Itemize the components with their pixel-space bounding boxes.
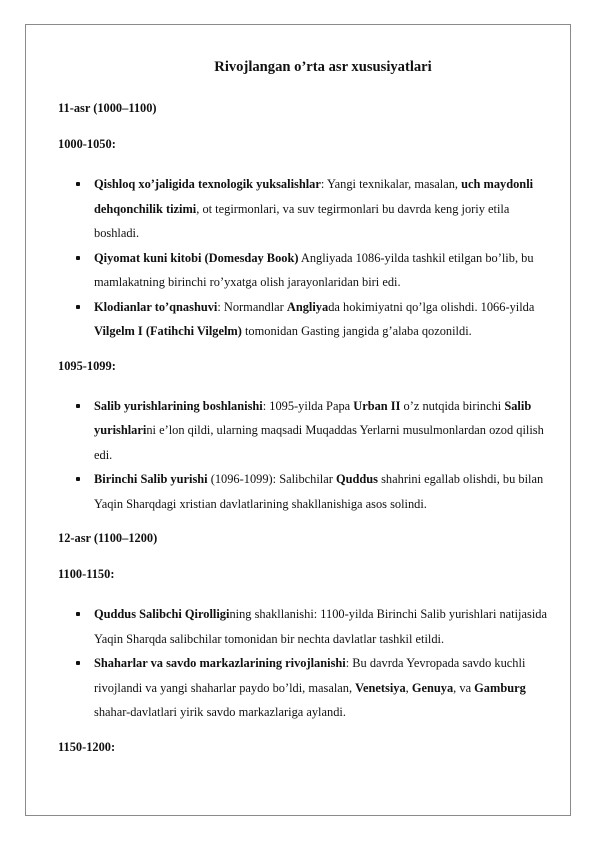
bold-text: Shaharlar va savdo markazlarining rivojlanishi	[94, 656, 346, 670]
text-run: (1096-1099): Salibchilar	[207, 472, 336, 486]
bold-text: Quddus	[335, 472, 379, 486]
bullet-list	[58, 394, 558, 517]
bold-text: Salib yurishlari	[94, 398, 532, 437]
text-run: tomonidan Gasting jangida g’alaba qozonildi.	[241, 324, 472, 338]
bold-text: Qiyomat kuni kitobi (Domesday Book)	[94, 250, 299, 265]
list-item	[94, 295, 558, 344]
text-run: : Yangi texnikalar, masalan,	[320, 177, 462, 191]
century-heading: 12-asr (1100–1200)	[58, 531, 158, 545]
text-run: ning shakllanishi: 1100-yilda Birinchi Salib yurishlari natijasida Yaqin Sharqda salibchilar tomonidan bir nechta davlatlar tashkil etildi.	[94, 607, 547, 646]
bold-text: Salib yurishlarining boshlanishi	[94, 398, 263, 413]
document-content	[58, 59, 558, 775]
text-run: shahrini egallab olishdi, bu bilan Yaqin Sharqdagi xristian davlatlarining shakllanishiga asos solindi.	[94, 472, 544, 511]
list-item	[94, 246, 558, 295]
list-item	[94, 394, 558, 468]
bold-text: Venetsiya	[355, 680, 406, 695]
list-item	[94, 651, 558, 725]
text-run: : 1095-yilda Papa	[262, 398, 354, 413]
bold-text: Genuya	[411, 680, 454, 695]
bold-text: Birinchi Salib yurishi	[94, 472, 208, 486]
text-run: Angliyada 1086-yilda tashkil etilgan bo’lib, bu mamlakatning birinchi ro’yxatga olish jarayonlaridan biri edi.	[94, 250, 534, 289]
text-run: , va	[453, 680, 475, 695]
period-heading: 1150-1200:	[58, 739, 116, 754]
document-title: Rivojlangan o’rta asr xususiyatlari	[214, 59, 432, 75]
bold-text: Vilgelm I (Fatihchi Vilgelm)	[94, 324, 242, 338]
document-body	[58, 100, 558, 755]
text-run: , ot tegirmonlari, va suv tegirmonlari bu davrda keng joriy etila boshladi.	[94, 201, 510, 240]
bold-text: Gamburg	[474, 680, 526, 695]
bold-text: uch maydonli dehqonchilik tizimi	[94, 177, 534, 216]
period-heading: 1000-1050:	[58, 137, 116, 151]
bold-text: Qishloq xo’jaligida texnologik yuksalishlar	[94, 177, 321, 191]
list-item	[94, 467, 558, 516]
bold-text: Angliya	[286, 299, 329, 314]
text-run: o’z nutqida birinchi	[400, 398, 505, 413]
bold-text: Urban II	[353, 398, 401, 413]
text-run: da hokimiyatni qo’lga olishdi. 1066-yilda	[328, 299, 535, 314]
bullet-list	[58, 172, 558, 344]
document-page	[25, 24, 571, 816]
century-heading: 11-asr (1000–1100)	[58, 101, 157, 115]
list-item	[94, 172, 558, 246]
text-run: ni e’lon qildi, ularning maqsadi Muqaddas Yerlarni musulmonlardan ozod qilish edi.	[94, 423, 544, 462]
text-run: : Normandlar	[217, 299, 287, 314]
bold-text: Quddus Salibchi Qirolligi	[94, 607, 230, 621]
text-run: shahar-davlatlari yirik savdo markazlariga aylandi.	[94, 705, 346, 719]
text-run: : Bu davrda Yevropada savdo kuchli rivojlandi va yangi shaharlar paydo bo’ldi, masalan,	[94, 656, 526, 695]
list-item	[94, 602, 558, 651]
period-heading: 1095-1099:	[58, 358, 116, 373]
period-heading: 1100-1150:	[58, 567, 115, 581]
bullet-list	[58, 602, 558, 725]
bold-text: Klodianlar to’qnashuvi	[94, 299, 218, 314]
text-run: ,	[405, 680, 412, 695]
